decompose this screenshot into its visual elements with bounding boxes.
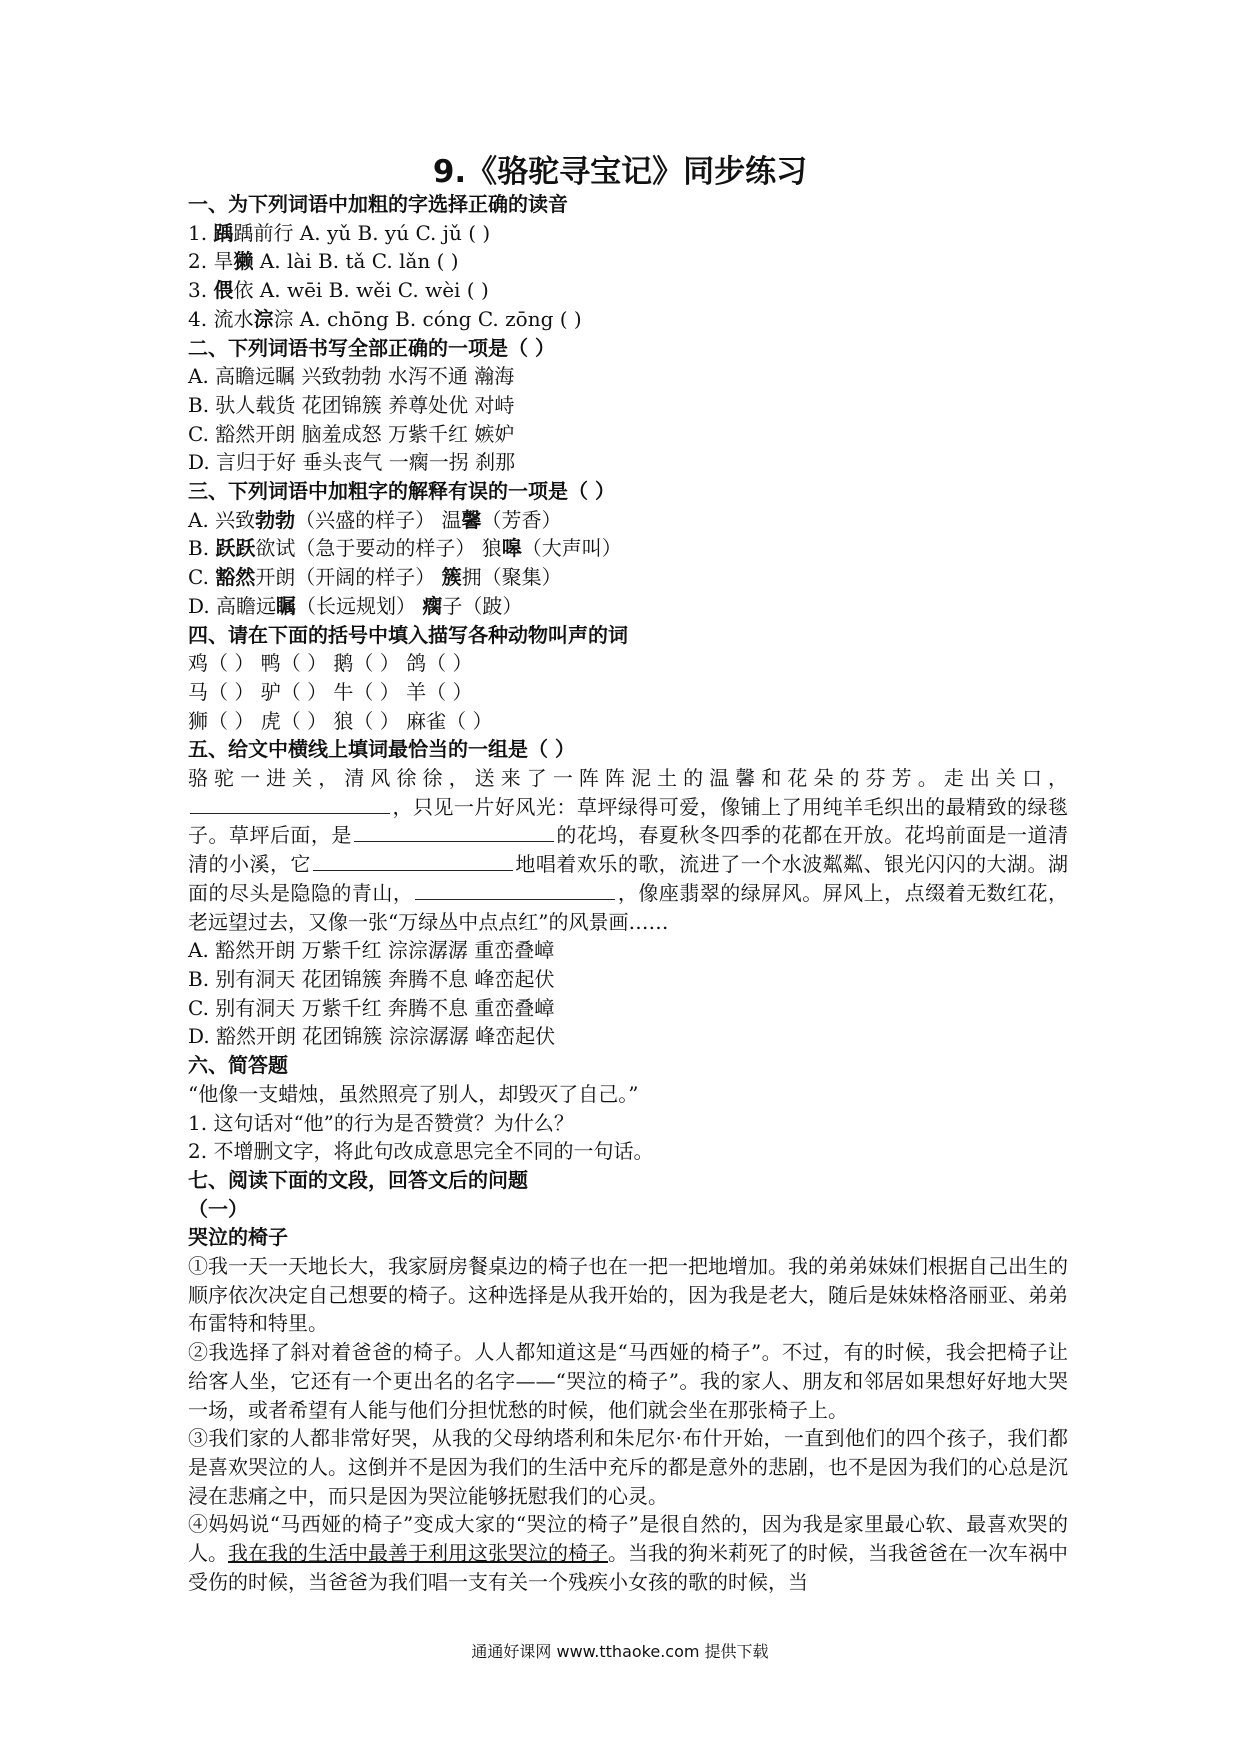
- fill-blank-1: [190, 793, 390, 814]
- bold-word: 豁然: [215, 565, 256, 590]
- text: 开朗（开阔的样子）: [255, 565, 442, 590]
- s3-option-c: [188, 563, 1068, 592]
- story-paragraph-3: ③我们家的人都非常好哭，从我的父母纳塔利和朱尼尔·布什开始，一直到他们的四个孩子，我们都是喜欢哭泣的人。这倒并不是因为我们的生活中充斥的都是意外的悲剧，也不是因为我们的心总是沉浸在悲痛之中，而只是因为哭泣能够抚慰我们的心灵。: [188, 1426, 1068, 1508]
- q-pre: 流水: [213, 306, 254, 331]
- bold-word: 勃勃: [255, 507, 296, 532]
- bold-char: 獭: [233, 249, 254, 274]
- section-1-heading: 一、为下列词语中加粗的字选择正确的读音: [188, 192, 568, 216]
- q-num: 3.: [188, 278, 208, 303]
- fill-blank-4: [415, 879, 615, 900]
- story-paragraph-4: [188, 1510, 1068, 1596]
- text: ④妈妈说“马西娅的椅子”变成大家的“哭泣的椅子”是很自然的，因为我是家里最心软、最喜欢哭的人。: [188, 1512, 1068, 1566]
- fill-blank-2: [354, 821, 554, 842]
- text: 拥（聚集）: [461, 565, 562, 590]
- s5-option-b: B. 别有洞天 花团锦簇 奔腾不息 峰峦起伏: [188, 966, 555, 991]
- passage-text: 的花坞，春夏秋冬四季的花都在开放。花坞前面是一道清清的小溪，它: [188, 823, 1069, 877]
- q-num: 2.: [188, 249, 208, 274]
- s1-question-2: [188, 247, 1068, 276]
- q-rest: 踽前行 A. yǔ B. yú C. jǔ ( ): [233, 220, 491, 245]
- q-rest: A. lài B. tǎ C. lǎn ( ): [253, 249, 459, 274]
- q-num: 1.: [188, 220, 208, 245]
- s2-option-c: C. 豁然开朗 脑羞成怒 万紫千红 嫉妒: [188, 421, 515, 446]
- section-6-heading: 六、简答题: [188, 1053, 288, 1078]
- s2-option-a: A. 高瞻远瞩 兴致勃勃 水泻不通 瀚海: [188, 364, 515, 389]
- s6-question-2: 2. 不增删文字，将此句改成意思完全不同的一句话。: [188, 1139, 654, 1164]
- text: D. 高瞻远: [188, 593, 277, 618]
- text: 子（跛）: [442, 593, 523, 618]
- q-rest: 依 A. wēi B. wěi C. wèi ( ): [233, 278, 489, 303]
- s5-option-a: A. 豁然开朗 万紫千红 淙淙潺潺 重峦叠嶂: [188, 938, 555, 963]
- s5-option-d: D. 豁然开朗 花团锦簇 淙淙潺潺 峰峦起伏: [188, 1024, 556, 1049]
- bold-word: 瘸: [422, 593, 443, 618]
- text: A. 兴致: [188, 507, 256, 532]
- text: （兴盛的样子） 温: [295, 507, 462, 532]
- section-3-heading: 三、下列词语中加粗字的解释有误的一项是（ ）: [188, 479, 615, 504]
- page-title: 9.《骆驼寻宝记》同步练习: [432, 154, 808, 190]
- story-paragraph-1: ①我一天一天地长大，我家厨房餐桌边的椅子也在一把一把地增加。我的弟弟妹妹们根据自己出生的顺序依次决定自己想要的椅子。这种选择是从我开始的，因为我是老大，随后是妹妹格洛丽亚、弟弟布雷特和特里。: [188, 1254, 1068, 1336]
- s4-row-1: 鸡（ ） 鸭（ ） 鹅（ ） 鸽（ ）: [188, 651, 473, 676]
- s5-option-c: C. 别有洞天 万紫千红 奔腾不息 重峦叠嶂: [188, 995, 555, 1020]
- text: （大声叫）: [521, 536, 622, 561]
- text: 欲试（急于要动的样子） 狼: [255, 536, 502, 561]
- bold-char: 偎: [213, 278, 234, 303]
- s6-question-1: 1. 这句话对“他”的行为是否赞赏？为什么？: [188, 1110, 574, 1135]
- page-footer: 通通好课网 www.tthaoke.com 提供下载: [471, 1642, 769, 1661]
- bold-word: 簇: [441, 565, 462, 590]
- s3-option-d: [188, 592, 1068, 621]
- s1-question-3: [188, 276, 1068, 305]
- passage-text: ，像座翡翠的绿屏风。屏风上，点缀着无数红花，老远望过去，又像一张“万绿丛中点点红”的风景画……: [188, 880, 1069, 934]
- s7-part-label: （一）: [188, 1196, 248, 1221]
- s3-option-a: [188, 506, 1068, 535]
- s1-question-4: [188, 305, 1068, 334]
- s4-row-2: 马（ ） 驴（ ） 牛（ ） 羊（ ）: [188, 679, 473, 704]
- section-7-heading: 七、阅读下面的文段，回答文后的问题: [188, 1167, 528, 1192]
- s6-quote: “他像一支蜡烛，虽然照亮了别人，却毁灭了自己。”: [188, 1081, 639, 1106]
- exercise-content: [188, 190, 1068, 1596]
- s5-passage: [188, 764, 1068, 936]
- text: C.: [188, 565, 216, 590]
- q-pre: 旱: [213, 249, 234, 274]
- passage-text: 骆驼一进关，清风徐徐，送来了一阵阵泥土的温馨和花朵的芬芳。走出关口，: [188, 766, 1068, 791]
- passage-text: ，只见一片好风光：草坪绿得可爱，像铺上了用纯羊毛织出的最精致的绿毯子。草坪后面，是: [188, 794, 1068, 848]
- bold-word: 跃跃: [215, 536, 256, 561]
- bold-word: 瞩: [276, 593, 297, 618]
- s3-option-b: [188, 534, 1068, 563]
- bold-word: 嗥: [501, 536, 522, 561]
- section-5-heading: 五、给文中横线上填词最恰当的一组是（ ）: [188, 737, 575, 762]
- bold-word: 馨: [461, 507, 482, 532]
- q-num: 4.: [188, 306, 208, 331]
- passage-text: 地唱着欢乐的歌，流进了一个水波粼粼、银光闪闪的大湖。湖面的尽头是隐隐的青山，: [188, 852, 1069, 905]
- text: （长远规划）: [296, 593, 423, 618]
- q-rest: 淙 A. chōng B. cóng C. zōng ( ): [273, 306, 582, 331]
- s1-question-1: [188, 219, 1068, 248]
- s2-option-b: B. 驮人载货 花团锦簇 养尊处优 对峙: [188, 392, 515, 417]
- bold-char: 踽: [213, 220, 234, 245]
- section-2-heading: 二、下列词语书写全部正确的一项是（ ）: [188, 335, 555, 360]
- s2-option-d: D. 言归于好 垂头丧气 一瘸一拐 刹那: [188, 450, 516, 475]
- underlined-sentence: 我在我的生活中最善于利用这张哭泣的椅子: [228, 1541, 608, 1566]
- bold-char: 淙: [253, 306, 274, 331]
- story-title: 哭泣的椅子: [188, 1225, 288, 1250]
- s4-row-3: 狮（ ） 虎（ ） 狼（ ） 麻雀（ ）: [188, 708, 493, 733]
- text: （芳香）: [481, 507, 562, 532]
- fill-blank-3: [313, 850, 513, 871]
- section-4-heading: 四、请在下面的括号中填入描写各种动物叫声的词: [188, 622, 628, 647]
- text: 。当我的狗米莉死了的时候，当我爸爸在一次车祸中受伤的时候，当爸爸为我们唱一支有关一个残疾小女孩的歌的时候，当: [188, 1541, 1068, 1594]
- story-paragraph-2: ②我选择了斜对着爸爸的椅子。人人都知道这是“马西娅的椅子”。不过，有的时候，我会把椅子让给客人坐，它还有一个更出名的名字——“哭泣的椅子”。我的家人、朋友和邻居如果想好好地大哭一场，或者希望有人能与他们分担忧愁的时候，他们就会坐在那张椅子上。: [188, 1340, 1068, 1422]
- text: B.: [188, 536, 216, 561]
